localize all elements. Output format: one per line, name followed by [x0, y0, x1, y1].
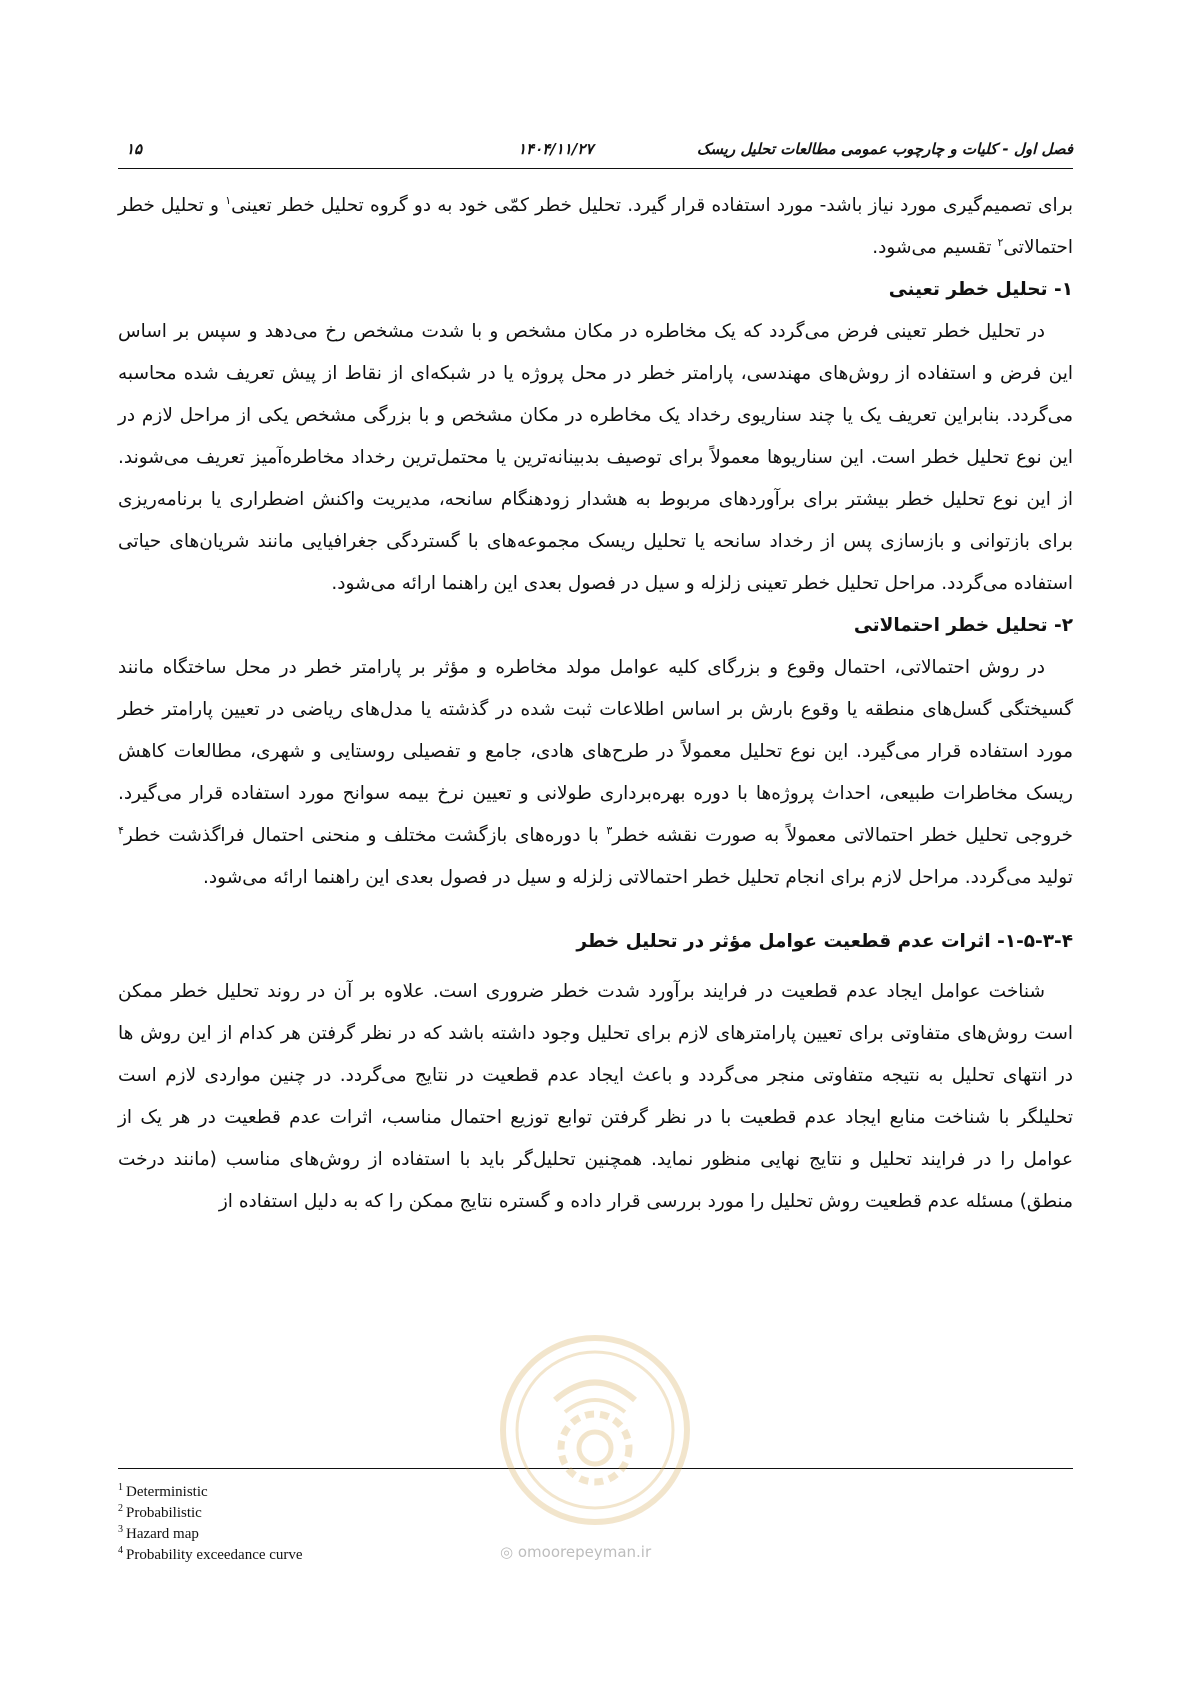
- footnote-item: $^4$ Probability exceedance curve: [118, 1545, 303, 1563]
- footnote-item: $^2$ Probabilistic: [118, 1503, 202, 1521]
- heading-uncertainty-section: ۱-۵-۳-۴- اثرات عدم قطعیت عوامل مؤثر در تحلیل خطر: [576, 931, 1073, 952]
- watermark-seal-icon: [495, 1330, 695, 1530]
- heading-deterministic: ۱- تحلیل خطر تعینی: [888, 279, 1073, 300]
- header-date: ۱۴۰۴/۱۱/۲۷: [518, 140, 594, 158]
- paragraph-probabilistic: در روش احتمالاتی، احتمال وقوع و بزرگای کلیه عوامل مولد مخاطره و مؤثر بر پارامتر خطر در محل ساختگاه مانند گسیختگی گسل‌های منطقه یا وقوع بارش بر اساس اطلاعات ثبت شده در گذشته یا مدل‌های ریاضی در تعیین پارامتر خطر مورد استفاده قرار می‌گیرد. این نوع تحلیل معمولاً در طرح‌های هادی، جامع و تفصیلی روستایی و شهری، مطالعات کاهش ریسک مخاطرات طبیعی، احداث پروژه‌ها با دوره بهره‌برداری طولانی و تعیین نرخ بیمه سوانح مورد استفاده قرار می‌گیرد. خروجی تحلیل خطر احتمالاتی معمولاً به صورت نقشه خطر$^۳$ با دوره‌های بازگشت مختلف و منحنی احتمال فراگذشت خطر$^۴$ تولید می‌گردد. مراحل لازم برای انجام تحلیل خطر احتمالاتی زلزله و سیل در فصول بعدی این راهنما ارائه می‌شود.: [118, 657, 1073, 888]
- footnote-mark-3: ۳: [606, 823, 613, 837]
- paragraph-deterministic: در تحلیل خطر تعینی فرض می‌گردد که یک مخاطره در مکان مشخص و با شدت مشخص رخ می‌دهد و سپس بر اساس این فرض و استفاده از روش‌های مهندسی، پارامتر خطر در محل پروژه یا در شبکه‌ای از نقاط از پیش تعریف شده محاسبه می‌گردد. بنابراین تعریف یک یا چند سناریوی رخداد یک مخاطره در مکان مشخص و با بزرگی مشخص یکی از مراحل لازم در این نوع تحلیل خطر است. این سناریوها معمولاً برای توصیف بدبینانه‌ترین یا محتمل‌ترین رخداد مخاطره‌آمیز تعریف می‌شوند. از این نوع تحلیل خطر بیشتر برای برآوردهای مربوط به هشدار زودهنگام سانحه، مدیریت واکنش اضطراری یا برنامه‌ریزی برای بازتوانی و بازسازی پس از رخداد سانحه یا تحلیل ریسک مجموعه‌های با گستردگی جغرافیایی مانند شریان‌های حیاتی استفاده می‌گردد. مراحل تحلیل خطر تعینی زلزله و سیل در فصول بعدی این راهنما ارائه می‌شود.: [118, 321, 1073, 594]
- watermark: [500, 1543, 651, 1561]
- chapter-title: فصل اول - کلیات و چارچوب عمومی مطالعات تحلیل ریسک: [696, 140, 1073, 158]
- footnote-mark-2: ۲: [997, 235, 1004, 249]
- page-header: [118, 128, 1073, 169]
- watermark-logo-icon: ◎: [500, 1543, 514, 1561]
- page-body: [118, 185, 1073, 1223]
- footnote-item: $^3$ Hazard map: [118, 1524, 199, 1542]
- footnote-item: $^1$ Deterministic: [118, 1482, 208, 1500]
- paragraph-uncertainty: شناخت عوامل ایجاد عدم قطعیت در فرایند برآورد شدت خطر ضروری است. علاوه بر آن در روند تحلیل خطر ممکن است روش‌های متفاوتی برای تعیین پارامترهای لازم برای تحلیل وجود داشته باشد که در نظر گرفتن هر کدام از این روش ها در انتهای تحلیل به نتیجه متفاوتی منجر می‌گردد و باعث ایجاد عدم قطعیت در نتایج می‌گردد. در چنین مواردی لازم است تحلیلگر با شناخت منابع ایجاد عدم قطعیت با در نظر گرفتن توابع توزیع احتمال مناسب، اثرات عدم قطعیت در هر یک از عوامل را در فرایند تحلیل و نتایج نهایی منظور نماید. همچنین تحلیل‌گر باید با استفاده از روش‌های مناسب (مانند درخت منطق) مسئله عدم قطعیت روش تحلیل را مورد بررسی قرار داده و گستره نتایج ممکن را که به دلیل استفاده از: [118, 981, 1073, 1212]
- heading-probabilistic: ۲- تحلیل خطر احتمالاتی: [853, 615, 1073, 636]
- footnotes: [118, 1482, 303, 1566]
- footnote-mark-4: ۴: [118, 823, 124, 837]
- intro-paragraph: برای تصمیم‌گیری مورد نیاز باشد- مورد استفاده قرار گیرد. تحلیل خطر کمّی خود به دو گروه تحلیل خطر تعینی$^۱$ و تحلیل خطر احتمالاتی$^۲$ تقسیم می‌شود.: [118, 193, 1073, 258]
- watermark-site: omoorepeyman.ir: [517, 1543, 652, 1561]
- footnote-mark-1: ۱: [225, 193, 232, 207]
- page-number: ۱۵: [126, 140, 143, 158]
